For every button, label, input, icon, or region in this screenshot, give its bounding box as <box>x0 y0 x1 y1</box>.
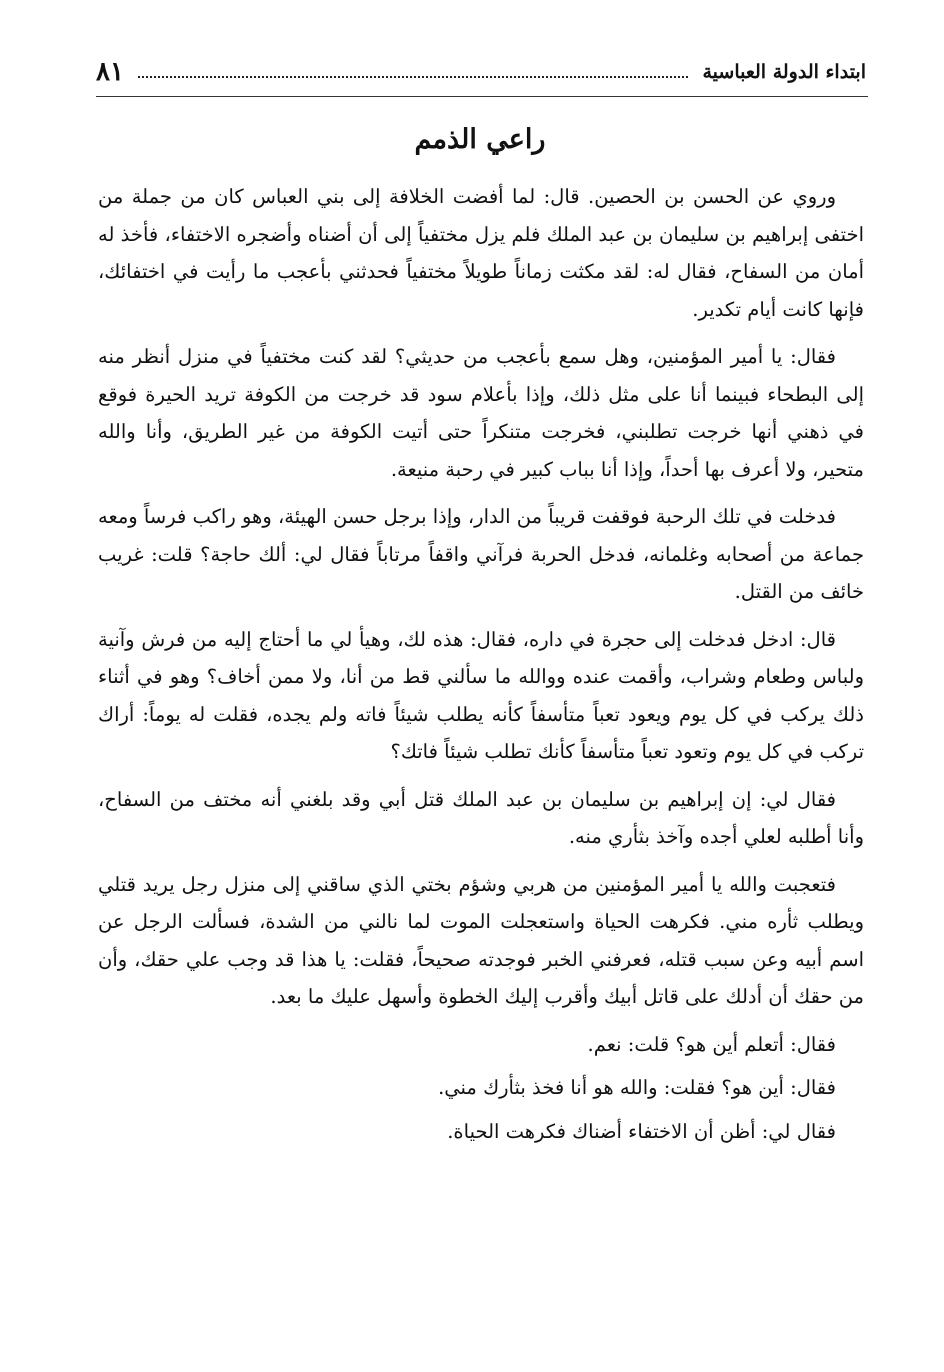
paragraph-8: فقال: أين هو؟ فقلت: والله هو أنا فخذ بثأرك مني. <box>438 1076 836 1099</box>
running-title: ابتداء الدولة العباسية <box>702 61 866 83</box>
body-text <box>98 178 864 1156</box>
paragraph-3: فدخلت في تلك الرحبة فوقفت قريباً من الدار، وإذا برجل حسن الهيئة، وهو راكب فرساً ومعه جماعة من أصحابه وغلمانه، فدخل الحربة فرآني واقفاً مرتاباً فقال لي: ألك حاجة؟ قلت: غريب خائف من القتل. <box>98 505 864 603</box>
chapter-title: راعي الذمم <box>414 124 546 155</box>
page-number: ٨١ <box>96 57 124 87</box>
paragraph-1: وروي عن الحسن بن الحصين. قال: لما أفضت الخلافة إلى بني العباس كان من جملة من اختفى إبراهيم بن سليمان بن عبد الملك فلم يزل مختفياً إلى أن أضناه وأضجره الاختفاء، فأخذ له أمان من السفاح، فقال له: لقد مكثت زماناً طويلاً مختفياً فحدثني بأعجب ما رأيت في اختفائك، فإنها كانت أيام تكدير. <box>98 185 864 321</box>
dotted-leader <box>138 76 689 78</box>
paragraph-9: فقال لي: أظن أن الاختفاء أضناك فكرهت الحياة. <box>447 1119 836 1143</box>
header-rule <box>96 96 868 97</box>
paragraph-2: فقال: يا أمير المؤمنين، وهل سمع بأعجب من حديثي؟ لقد كنت مختفياً في منزل أنظر منه إلى البطحاء فبينما أنا على مثل ذلك، وإذا بأعلام سود قد خرجت من الكوفة تريد الحيرة فوقع في ذهني أنها خرجت تطلبني، فخرجت متنكراً حتى أتيت الكوفة من غير الطريق، وأنا والله متحير، ولا أعرف بها أحداً، وإذا أنا بباب كبير في رحبة منيعة. <box>98 345 864 481</box>
paragraph-6: فتعجبت والله يا أمير المؤمنين من هربي وشؤم بختي الذي ساقني إلى منزل رجل يريد قتلي ويطلب ثأره مني. فكرهت الحياة واستعجلت الموت لما نالني من الشدة، فسألت الرجل عن اسم أبيه وعن سبب قتله، فعرفني الخبر فوجدته صحيحاً، فقلت: يا هذا قد وجب علي حقك، وأن من حقك أن أدلك على قاتل أبيك وأقرب إليك الخطوة وأسهل عليك ما بعد. <box>98 872 864 1008</box>
paragraph-5: فقال لي: إن إبراهيم بن سليمان بن عبد الملك قتل أبي وقد بلغني أنه مختف من السفاح، وأنا أطلبه لعلي أجده وآخذ بثأري منه. <box>98 787 864 848</box>
page-header <box>96 52 866 92</box>
paragraph-7: فقال: أتعلم أين هو؟ قلت: نعم. <box>587 1032 836 1056</box>
paragraph-4: قال: ادخل فدخلت إلى حجرة في داره، فقال: هذه لك، وهيأ لي ما أحتاج إليه من فرش وآنية ولباس وطعام وشراب، وأقمت عنده ووالله ما سألني قط من أنا، ولا ممن أخاف؟ وهو في أثناء ذلك يركب في كل يوم ويعود تعباً متأسفاً كأنه يطلب شيئاً فاته ولم يجده، فقلت له يوماً: أراك تركب في كل يوم وتعود تعباً متأسفاً كأنك تطلب شيئاً فاتك؟ <box>98 627 864 763</box>
